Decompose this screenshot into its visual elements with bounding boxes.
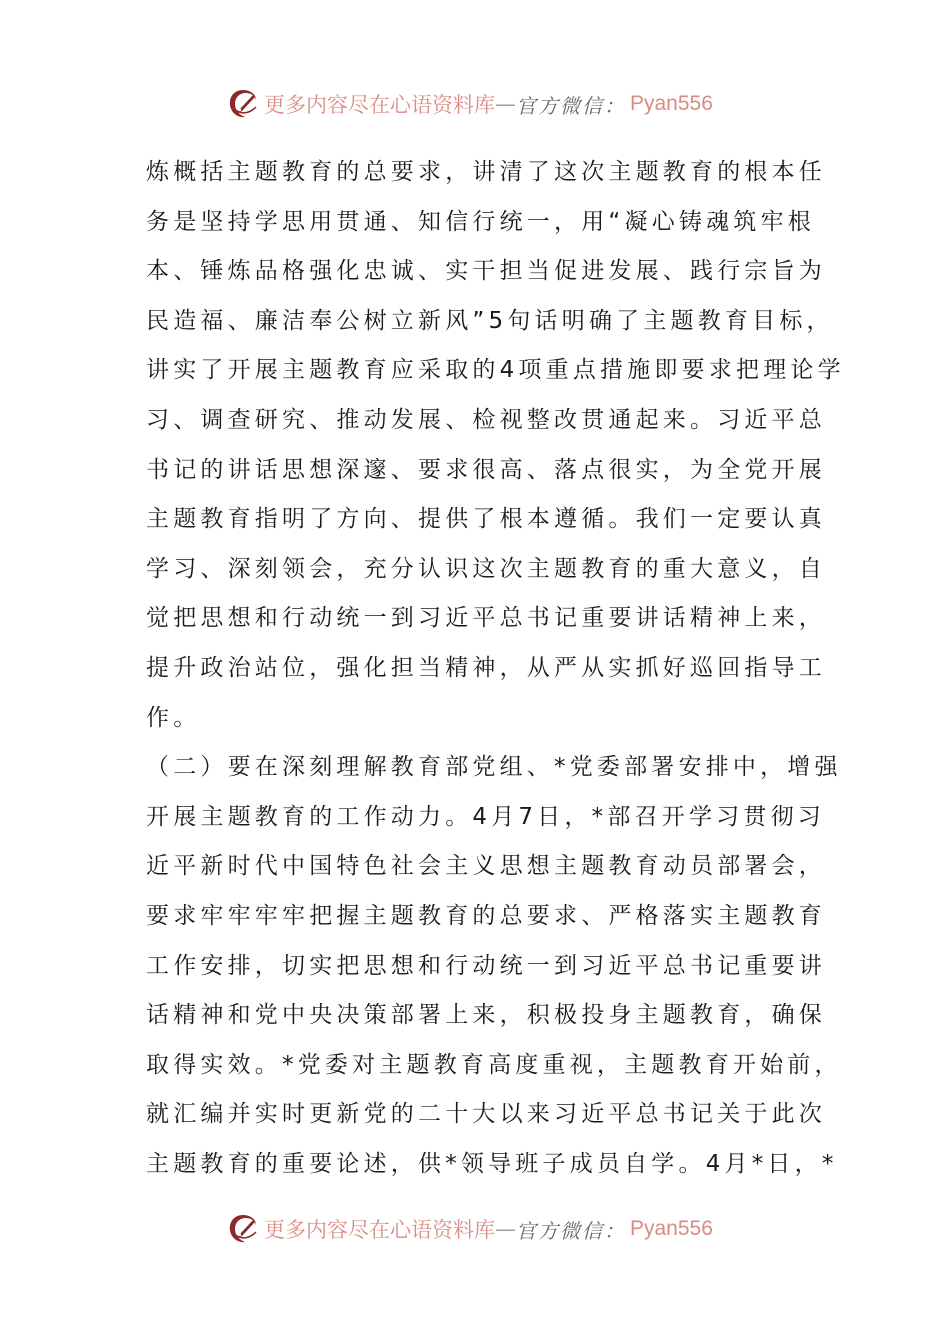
header-banner <box>226 84 713 124</box>
banner-wechat-id: Pyan556 <box>630 1217 713 1240</box>
section-heading-line: （二）要在深刻理解教育部党组、*党委部署安排中，增强 <box>146 754 842 781</box>
text-line: 工作安排，切实把思想和行动统一到习近平总书记重要讲 <box>146 952 826 979</box>
banner-main-text: 更多内容尽在心语资料库 <box>264 93 495 117</box>
banner-wechat-label: 官方微信： <box>516 1218 626 1243</box>
text-line: 觉把思想和行动统一到习近平总书记重要讲话精神上来， <box>146 605 826 632</box>
text-line: 近平新时代中国特色社会主义思想主题教育动员部署会， <box>146 853 826 880</box>
text-line: 要求牢牢牢牢把握主题教育的总要求、严格落实主题教育 <box>146 902 826 929</box>
text-line: 就汇编并实时更新党的二十大以来习近平总书记关于此次 <box>146 1101 826 1128</box>
text-line: 讲实了开展主题教育应采取的4项重点措施即要求把理论学 <box>146 357 845 384</box>
text-line: 话精神和党中央决策部署上来，积极投身主题教育，确保 <box>146 1002 826 1029</box>
banner-wechat-id: Pyan556 <box>630 92 713 115</box>
text-line: 书记的讲话思想深邃、要求很高、落点很实，为全党开展 <box>146 456 826 483</box>
banner-wechat-label: 官方微信： <box>516 93 626 118</box>
text-line: 作。 <box>146 704 201 731</box>
banner-main-text: 更多内容尽在心语资料库 <box>264 1218 495 1242</box>
text-line: 务是坚持学思用贯通、知信行统一，用“凝心铸魂筑牢根 <box>146 208 815 235</box>
text-line: 提升政治站位，强化担当精神，从严从实抓好巡回指导工 <box>146 654 826 681</box>
quill-pen-logo-icon <box>226 87 260 121</box>
banner-dash: — <box>495 92 516 116</box>
document-body <box>146 148 845 1189</box>
footer-banner <box>226 1209 713 1249</box>
text-line: 炼概括主题教育的总要求，讲清了这次主题教育的根本任 <box>146 159 826 185</box>
text-line: 学习、深刻领会，充分认识这次主题教育的重大意义，自 <box>146 555 826 582</box>
text-line: 本、锤炼品格强化忠诚、实干担当促进发展、践行宗旨为 <box>146 258 826 285</box>
text-line: 取得实效。*党委对主题教育高度重视，主题教育开始前， <box>146 1051 842 1078</box>
text-line: 主题教育指明了方向、提供了根本遵循。我们一定要认真 <box>146 506 826 533</box>
text-line: 习、调查研究、推动发展、检视整改贯通起来。习近平总 <box>146 406 826 433</box>
banner-dash: — <box>495 1217 516 1241</box>
text-line: 开展主题教育的工作动力。4月7日，*部召开学习贯彻习 <box>146 803 825 830</box>
text-line: 民造福、廉洁奉公树立新风”5句话明确了主题教育目标， <box>146 307 834 334</box>
text-line: 主题教育的重要论述，供*领导班子成员自学。4月*日，* <box>146 1150 838 1177</box>
quill-pen-logo-icon <box>226 1212 260 1246</box>
